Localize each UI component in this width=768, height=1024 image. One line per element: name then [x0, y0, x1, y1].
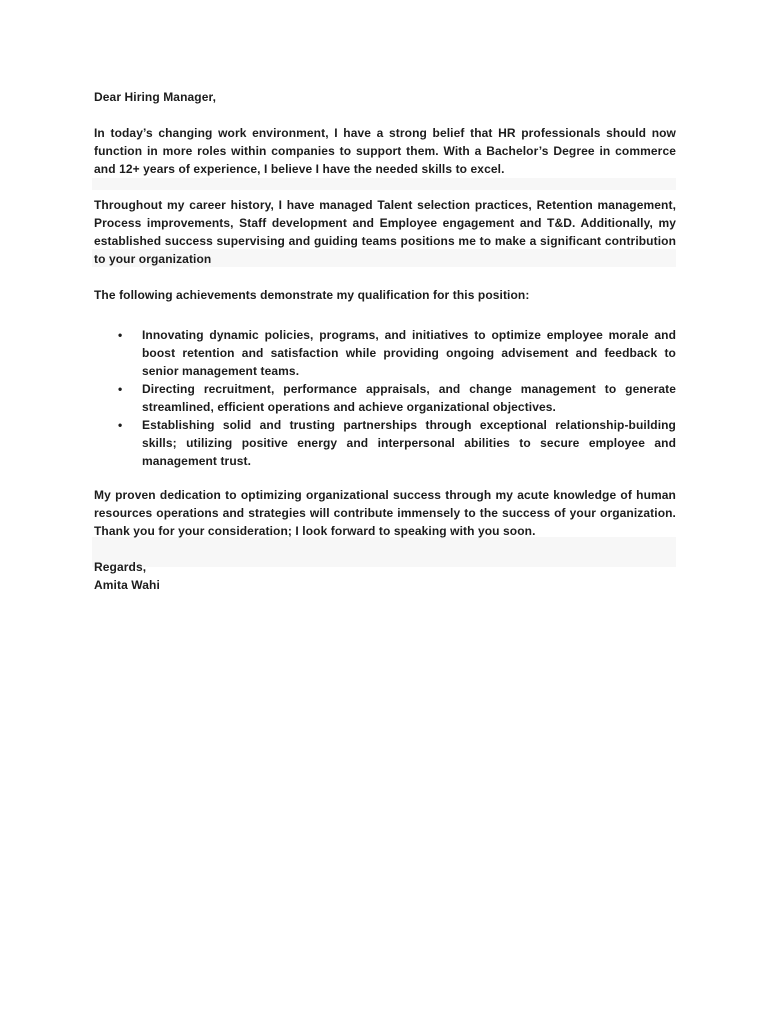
paragraph-career-history: Throughout my career history, I have managed Talent selection practices, Retention management, Process improvements, Staff development and Employee engagement and T&D. Additionally, my established success supervising and guiding teams positions me to make a significant contribution to your organization	[94, 198, 676, 266]
regards-line: Regards,	[94, 560, 147, 574]
achievement-innovating: Innovating dynamic policies, programs, and initiatives to optimize employee morale and boost retention and satisfaction while providing ongoing advisement and feedback to senior management teams.	[142, 328, 676, 378]
list-item	[94, 380, 676, 416]
closing-paragraph: My proven dedication to optimizing organizational success through my acute knowledge of human resources operations and strategies will contribute immensely to the success of your organization. Thank you for your consideration; I look forward to speaking with you soon.	[94, 488, 676, 538]
bullet-icon: •	[118, 418, 123, 432]
bullet-icon: •	[118, 382, 123, 396]
paragraph-intro-belief: In today’s changing work environment, I have a strong belief that HR professionals should now function in more roles within companies to support them. With a Bachelor’s Degree in commerce and 12+ years of experience, I believe I have the needed skills to excel.	[94, 126, 676, 176]
bullet-icon: •	[118, 328, 123, 342]
achievements-intro-line: The following achievements demonstrate my qualification for this position:	[94, 288, 530, 302]
achievements-list	[94, 326, 676, 470]
list-item	[94, 326, 676, 380]
achievement-directing: Directing recruitment, performance appraisals, and change management to generate streamlined, efficient operations and achieve organizational objectives.	[142, 382, 676, 414]
salutation: Dear Hiring Manager,	[94, 90, 217, 104]
achievement-establishing: Establishing solid and trusting partnerships through exceptional relationship-building skills; utilizing positive energy and interpersonal abilities to secure employee and management trust.	[142, 418, 676, 468]
list-item	[94, 416, 676, 470]
signature-name: Amita Wahi	[94, 578, 160, 592]
